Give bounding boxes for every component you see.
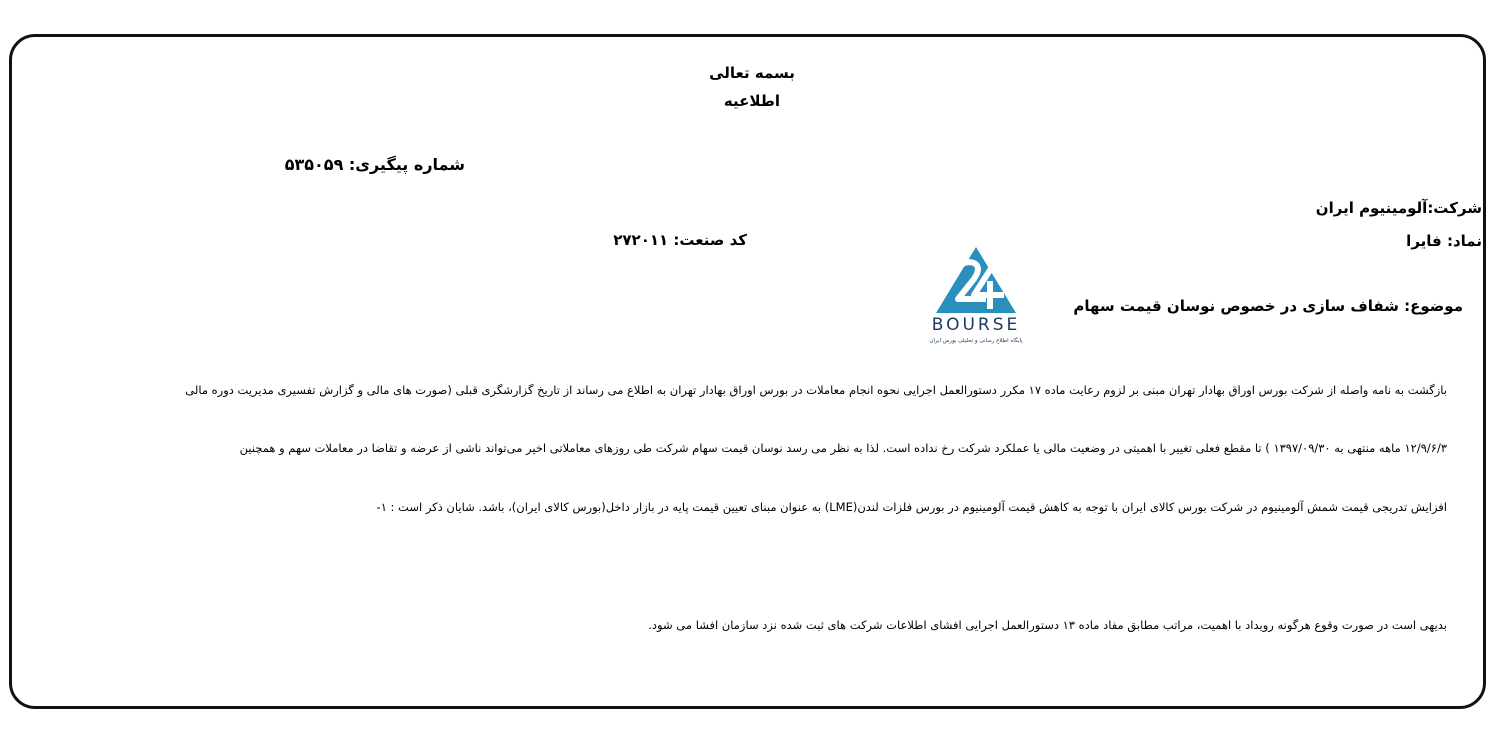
- body-paragraph-1: بازگشت به نامه واصله از شرکت بورس اوراق بهادار تهران مبنی بر لزوم رعایت ماده ۱۷ مکرر دستورالعمل اجرایی نحوه انجام معاملات در بورس اوراق بهادار تهران به اطلاع می رساند از تاریخ گزارشگری قبلی (صورت های مالی و گزارش تفسیری مدیریت دوره مالی: [185, 383, 1447, 397]
- symbol-line: [1406, 232, 1482, 250]
- tracking-label: شماره پیگیری:: [348, 155, 465, 174]
- company-label: شرکت:: [1427, 199, 1482, 217]
- industry-label: کد صنعت:: [673, 231, 747, 249]
- logo-caption: پایگاه اطلاع رسانی و تحلیلی بورس ایران: [929, 338, 1023, 344]
- industry-value: ۲۷۲۰۱۱: [613, 231, 669, 249]
- subject-label: موضوع:: [1404, 297, 1463, 315]
- logo-graphic: [912, 245, 1040, 345]
- header-bismillah: بسمه تعالی: [709, 64, 795, 82]
- document-frame: [9, 34, 1486, 709]
- bourse24-logo-icon: [912, 245, 1040, 345]
- body-paragraph-2: ۱۲/۹/۶/۳ ماهه منتهی به ۱۳۹۷/۰۹/۳۰ ) تا مقطع فعلی تغییر با اهمیتی در وضعیت مالی یا عملکرد شرکت رخ نداده است. لذا به نظر می رسد نوسان قیمت سهام شرکت طی روزهای معاملاتی اخیر می‌تواند ناشی از عرضه و تقاضا در معاملات سهم و همچنین: [239, 441, 1447, 455]
- symbol-value: فایرا: [1406, 232, 1442, 250]
- company-line: [1316, 199, 1482, 217]
- tracking-value: ۵۳۵۰۵۹: [284, 155, 344, 174]
- body-paragraph-4: بدیهی است در صورت وقوع هرگونه رویداد با اهمیت، مراتب مطابق مفاد ماده ۱۳ دستورالعمل اجرایی افشای اطلاعات شرکت های ثبت شده نزد سازمان افشا می شود.: [648, 618, 1447, 632]
- header-title: اطلاعیه: [723, 92, 781, 110]
- symbol-label: نماد:: [1446, 232, 1482, 250]
- subject-value: شفاف سازی در خصوص نوسان قیمت سهام: [1073, 297, 1399, 315]
- logo-wordmark: BOURSE: [931, 315, 1021, 335]
- company-value: آلومینیوم ایران: [1315, 199, 1428, 217]
- industry-code: [613, 231, 747, 249]
- tracking-number: [285, 155, 465, 174]
- subject-line: [1073, 297, 1463, 315]
- body-paragraph-3: افزایش تدریجی قیمت شمش آلومینیوم در شرکت بورس کالای ایران با توجه به کاهش قیمت آلومینیوم در بورس فلزات لندن(LME) به عنوان مبنای تعیین قیمت پایه در بازار داخل(بورس کالای ایران)، باشد. شایان ذکر است : ۱-: [376, 500, 1447, 514]
